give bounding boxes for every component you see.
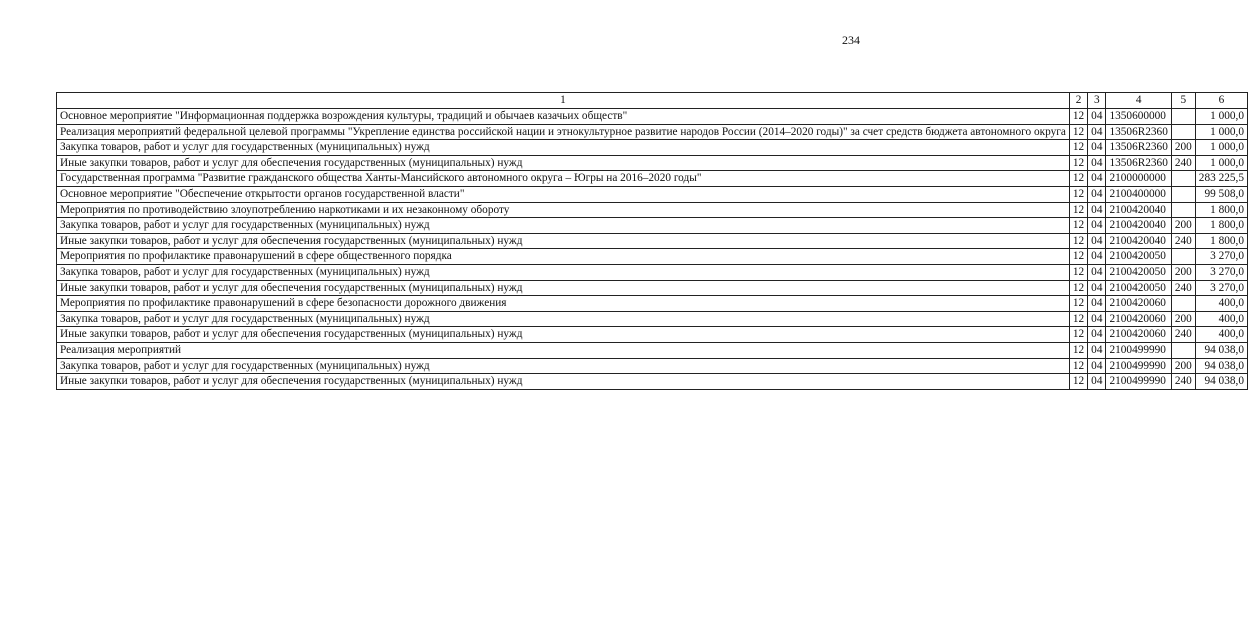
- table-row: [57, 202, 1248, 218]
- row-expense-type-cell: [1171, 109, 1195, 125]
- row-expense-type-cell: 200: [1171, 218, 1195, 234]
- row-expense-type-cell: [1171, 186, 1195, 202]
- row-amount-cell: 1 800,0: [1195, 218, 1247, 234]
- row-subsection-cell: 04: [1088, 171, 1106, 187]
- row-subsection-cell: 04: [1088, 233, 1106, 249]
- row-subsection-cell: 04: [1088, 140, 1106, 156]
- row-subsection-cell: 04: [1088, 327, 1106, 343]
- table-header-row: [57, 93, 1248, 109]
- row-amount-cell: 400,0: [1195, 327, 1247, 343]
- row-section-cell: 12: [1069, 342, 1087, 358]
- table-row: [57, 233, 1248, 249]
- row-amount-cell: 3 270,0: [1195, 264, 1247, 280]
- row-subsection-cell: 04: [1088, 342, 1106, 358]
- row-section-cell: 12: [1069, 374, 1087, 390]
- row-section-cell: 12: [1069, 124, 1087, 140]
- row-amount-cell: 3 270,0: [1195, 249, 1247, 265]
- row-target-code-cell: 2100420040: [1106, 202, 1171, 218]
- row-subsection-cell: 04: [1088, 374, 1106, 390]
- row-expense-type-cell: [1171, 296, 1195, 312]
- row-expense-type-cell: [1171, 124, 1195, 140]
- row-target-code-cell: 13506R2360: [1106, 140, 1171, 156]
- row-name-cell: Основное мероприятие "Информационная поддержка возрождения культуры, традиций и обычаев казачьих обществ": [57, 109, 1070, 125]
- row-subsection-cell: 04: [1088, 155, 1106, 171]
- row-section-cell: 12: [1069, 358, 1087, 374]
- column-header: 6: [1195, 93, 1247, 109]
- row-section-cell: 12: [1069, 155, 1087, 171]
- row-amount-cell: 1 000,0: [1195, 140, 1247, 156]
- row-section-cell: 12: [1069, 109, 1087, 125]
- row-amount-cell: 94 038,0: [1195, 374, 1247, 390]
- row-name-cell: Закупка товаров, работ и услуг для государственных (муниципальных) нужд: [57, 218, 1070, 234]
- row-amount-cell: 283 225,5: [1195, 171, 1247, 187]
- row-expense-type-cell: 200: [1171, 311, 1195, 327]
- row-amount-cell: 1 800,0: [1195, 202, 1247, 218]
- row-amount-cell: 94 038,0: [1195, 342, 1247, 358]
- row-target-code-cell: 2100499990: [1106, 374, 1171, 390]
- row-name-cell: Иные закупки товаров, работ и услуг для обеспечения государственных (муниципальных) нужд: [57, 374, 1070, 390]
- table-row: [57, 342, 1248, 358]
- row-section-cell: 12: [1069, 202, 1087, 218]
- table-row: [57, 296, 1248, 312]
- row-expense-type-cell: 200: [1171, 140, 1195, 156]
- table-row: [57, 358, 1248, 374]
- page-number: 234: [842, 33, 860, 47]
- table-row: [57, 280, 1248, 296]
- row-amount-cell: 1 000,0: [1195, 124, 1247, 140]
- row-name-cell: Мероприятия по противодействию злоупотреблению наркотиками и их незаконному обороту: [57, 202, 1070, 218]
- table-row: [57, 218, 1248, 234]
- row-name-cell: Иные закупки товаров, работ и услуг для обеспечения государственных (муниципальных) нужд: [57, 280, 1070, 296]
- row-target-code-cell: 2100420060: [1106, 296, 1171, 312]
- row-name-cell: Закупка товаров, работ и услуг для государственных (муниципальных) нужд: [57, 358, 1070, 374]
- row-name-cell: Закупка товаров, работ и услуг для государственных (муниципальных) нужд: [57, 264, 1070, 280]
- row-expense-type-cell: [1171, 171, 1195, 187]
- row-expense-type-cell: 200: [1171, 358, 1195, 374]
- row-name-cell: Закупка товаров, работ и услуг для государственных (муниципальных) нужд: [57, 140, 1070, 156]
- row-amount-cell: 1 800,0: [1195, 233, 1247, 249]
- table-row: [57, 249, 1248, 265]
- row-subsection-cell: 04: [1088, 218, 1106, 234]
- row-target-code-cell: 2100420050: [1106, 280, 1171, 296]
- table-row: [57, 311, 1248, 327]
- table-row: [57, 327, 1248, 343]
- row-target-code-cell: 2100420060: [1106, 311, 1171, 327]
- row-target-code-cell: 2100420040: [1106, 218, 1171, 234]
- row-target-code-cell: 1350600000: [1106, 109, 1171, 125]
- row-amount-cell: 400,0: [1195, 311, 1247, 327]
- row-expense-type-cell: 240: [1171, 233, 1195, 249]
- table-row: [57, 155, 1248, 171]
- row-subsection-cell: 04: [1088, 249, 1106, 265]
- row-target-code-cell: 2100420040: [1106, 233, 1171, 249]
- row-target-code-cell: 2100499990: [1106, 358, 1171, 374]
- row-amount-cell: 1 000,0: [1195, 109, 1247, 125]
- row-subsection-cell: 04: [1088, 358, 1106, 374]
- row-name-cell: Мероприятия по профилактике правонарушений в сфере безопасности дорожного движения: [57, 296, 1070, 312]
- table-row: [57, 374, 1248, 390]
- row-expense-type-cell: 200: [1171, 264, 1195, 280]
- row-section-cell: 12: [1069, 296, 1087, 312]
- table-row: [57, 171, 1248, 187]
- budget-table: [56, 92, 1248, 390]
- row-amount-cell: 400,0: [1195, 296, 1247, 312]
- row-section-cell: 12: [1069, 218, 1087, 234]
- row-section-cell: 12: [1069, 249, 1087, 265]
- row-expense-type-cell: [1171, 342, 1195, 358]
- row-subsection-cell: 04: [1088, 186, 1106, 202]
- row-section-cell: 12: [1069, 171, 1087, 187]
- row-section-cell: 12: [1069, 264, 1087, 280]
- row-subsection-cell: 04: [1088, 202, 1106, 218]
- column-header: 1: [57, 93, 1070, 109]
- row-target-code-cell: 2100420050: [1106, 249, 1171, 265]
- row-subsection-cell: 04: [1088, 280, 1106, 296]
- row-target-code-cell: 2100499990: [1106, 342, 1171, 358]
- table-row: [57, 109, 1248, 125]
- row-name-cell: Закупка товаров, работ и услуг для государственных (муниципальных) нужд: [57, 311, 1070, 327]
- table-row: [57, 186, 1248, 202]
- row-section-cell: 12: [1069, 280, 1087, 296]
- row-name-cell: Основное мероприятие "Обеспечение открытости органов государственной власти": [57, 186, 1070, 202]
- row-expense-type-cell: [1171, 249, 1195, 265]
- row-expense-type-cell: 240: [1171, 155, 1195, 171]
- row-name-cell: Мероприятия по профилактике правонарушений в сфере общественного порядка: [57, 249, 1070, 265]
- row-target-code-cell: 2100000000: [1106, 171, 1171, 187]
- row-subsection-cell: 04: [1088, 124, 1106, 140]
- row-expense-type-cell: 240: [1171, 280, 1195, 296]
- row-subsection-cell: 04: [1088, 311, 1106, 327]
- row-target-code-cell: 13506R2360: [1106, 124, 1171, 140]
- row-section-cell: 12: [1069, 311, 1087, 327]
- row-section-cell: 12: [1069, 233, 1087, 249]
- row-expense-type-cell: [1171, 202, 1195, 218]
- row-amount-cell: 94 038,0: [1195, 358, 1247, 374]
- table-row: [57, 264, 1248, 280]
- row-subsection-cell: 04: [1088, 264, 1106, 280]
- row-subsection-cell: 04: [1088, 296, 1106, 312]
- row-section-cell: 12: [1069, 140, 1087, 156]
- row-target-code-cell: 2100420060: [1106, 327, 1171, 343]
- row-target-code-cell: 2100420050: [1106, 264, 1171, 280]
- row-name-cell: Иные закупки товаров, работ и услуг для обеспечения государственных (муниципальных) нужд: [57, 233, 1070, 249]
- column-header: 2: [1069, 93, 1087, 109]
- column-header: 4: [1106, 93, 1171, 109]
- row-section-cell: 12: [1069, 186, 1087, 202]
- row-name-cell: Реализация мероприятий: [57, 342, 1070, 358]
- column-header: 5: [1171, 93, 1195, 109]
- row-amount-cell: 99 508,0: [1195, 186, 1247, 202]
- row-name-cell: Иные закупки товаров, работ и услуг для обеспечения государственных (муниципальных) нужд: [57, 327, 1070, 343]
- row-name-cell: Реализация мероприятий федеральной целевой программы "Укрепление единства российской нации и этнокультурное развитие народов России (2014–2020 годы)" за счет средств бюджета автономного округа: [57, 124, 1070, 140]
- table-row: [57, 124, 1248, 140]
- row-amount-cell: 1 000,0: [1195, 155, 1247, 171]
- row-target-code-cell: 13506R2360: [1106, 155, 1171, 171]
- row-section-cell: 12: [1069, 327, 1087, 343]
- row-amount-cell: 3 270,0: [1195, 280, 1247, 296]
- row-expense-type-cell: 240: [1171, 374, 1195, 390]
- row-name-cell: Государственная программа "Развитие гражданского общества Ханты-Мансийского автономного округа – Югры на 2016–2020 годы": [57, 171, 1070, 187]
- row-target-code-cell: 2100400000: [1106, 186, 1171, 202]
- row-subsection-cell: 04: [1088, 109, 1106, 125]
- row-name-cell: Иные закупки товаров, работ и услуг для обеспечения государственных (муниципальных) нужд: [57, 155, 1070, 171]
- row-expense-type-cell: 240: [1171, 327, 1195, 343]
- column-header: 3: [1088, 93, 1106, 109]
- table-row: [57, 140, 1248, 156]
